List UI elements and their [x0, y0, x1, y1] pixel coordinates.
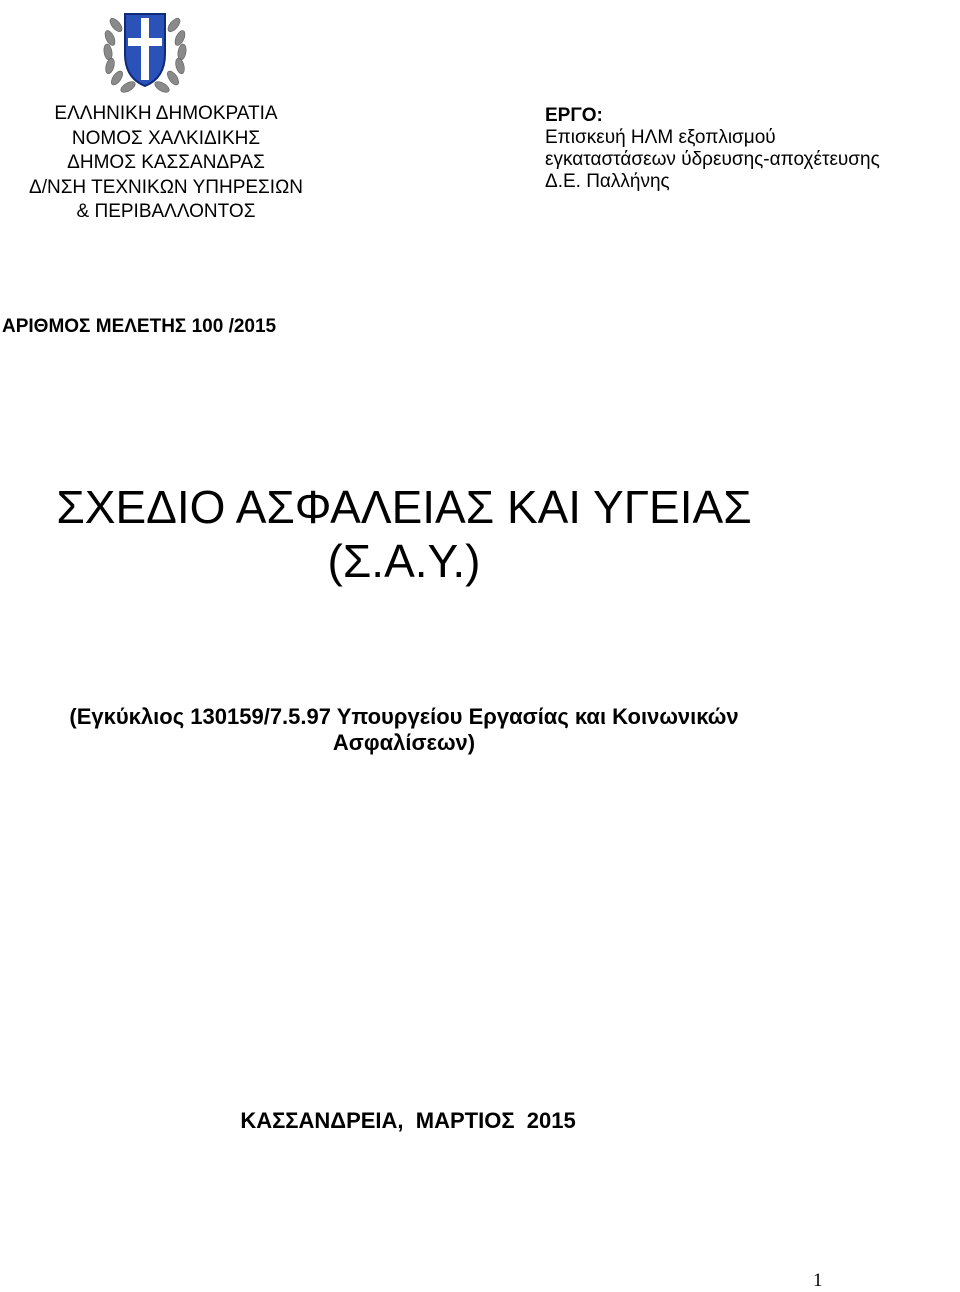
issuing-authority: [20, 102, 312, 225]
issuer-line: ΔΗΜΟΣ ΚΑΣΣΑΝΔΡΑΣ: [67, 152, 265, 173]
document-title: [0, 480, 808, 588]
project-block: [545, 105, 880, 193]
coat-of-arms-emblem: [98, 2, 192, 96]
project-line: Δ.Ε. Παλλήνης: [545, 171, 670, 192]
coat-of-arms-of-greece-icon: [98, 2, 192, 96]
project-line: Επισκευή ΗΛΜ εξοπλισμού: [545, 127, 776, 148]
circular-line: (Εγκύκλιος 130159/7.5.97 Υπουργείου Εργασίας και Κοινωνικών: [69, 704, 739, 729]
circular-line: Ασφαλίσεων): [332, 730, 476, 755]
project-line: εγκαταστάσεων ύδρευσης-αποχέτευσης: [545, 149, 880, 170]
place-date: ΚΑΣΣΑΝΔΡΕΙΑ, ΜΑΡΤΙΟΣ 2015: [240, 1108, 576, 1133]
issuer-line: ΕΛΛΗΝΙΚΗ ΔΗΜΟΚΡΑΤΙΑ: [54, 103, 278, 124]
circular-reference: [0, 704, 808, 756]
project-label: ΕΡΓΟ:: [545, 105, 603, 126]
page-number: 1: [813, 1270, 823, 1291]
title-line: ΣΧΕΔΙΟ ΑΣΦΑΛΕΙΑΣ ΚΑΙ ΥΓΕΙΑΣ: [56, 481, 752, 533]
study-number: ΑΡΙΘΜΟΣ ΜΕΛΕΤΗΣ 100 /2015: [2, 316, 277, 337]
issuer-line: ΝΟΜΟΣ ΧΑΛΚΙΔΙΚΗΣ: [71, 127, 261, 149]
issuer-line: & ΠΕΡΙΒΑΛΛΟΝΤΟΣ: [76, 201, 256, 222]
issuer-line: Δ/ΝΣΗ ΤΕΧΝΙΚΩΝ ΥΠΗΡΕΣΙΩΝ: [29, 176, 303, 198]
title-line: (Σ.Α.Υ.): [327, 535, 481, 587]
